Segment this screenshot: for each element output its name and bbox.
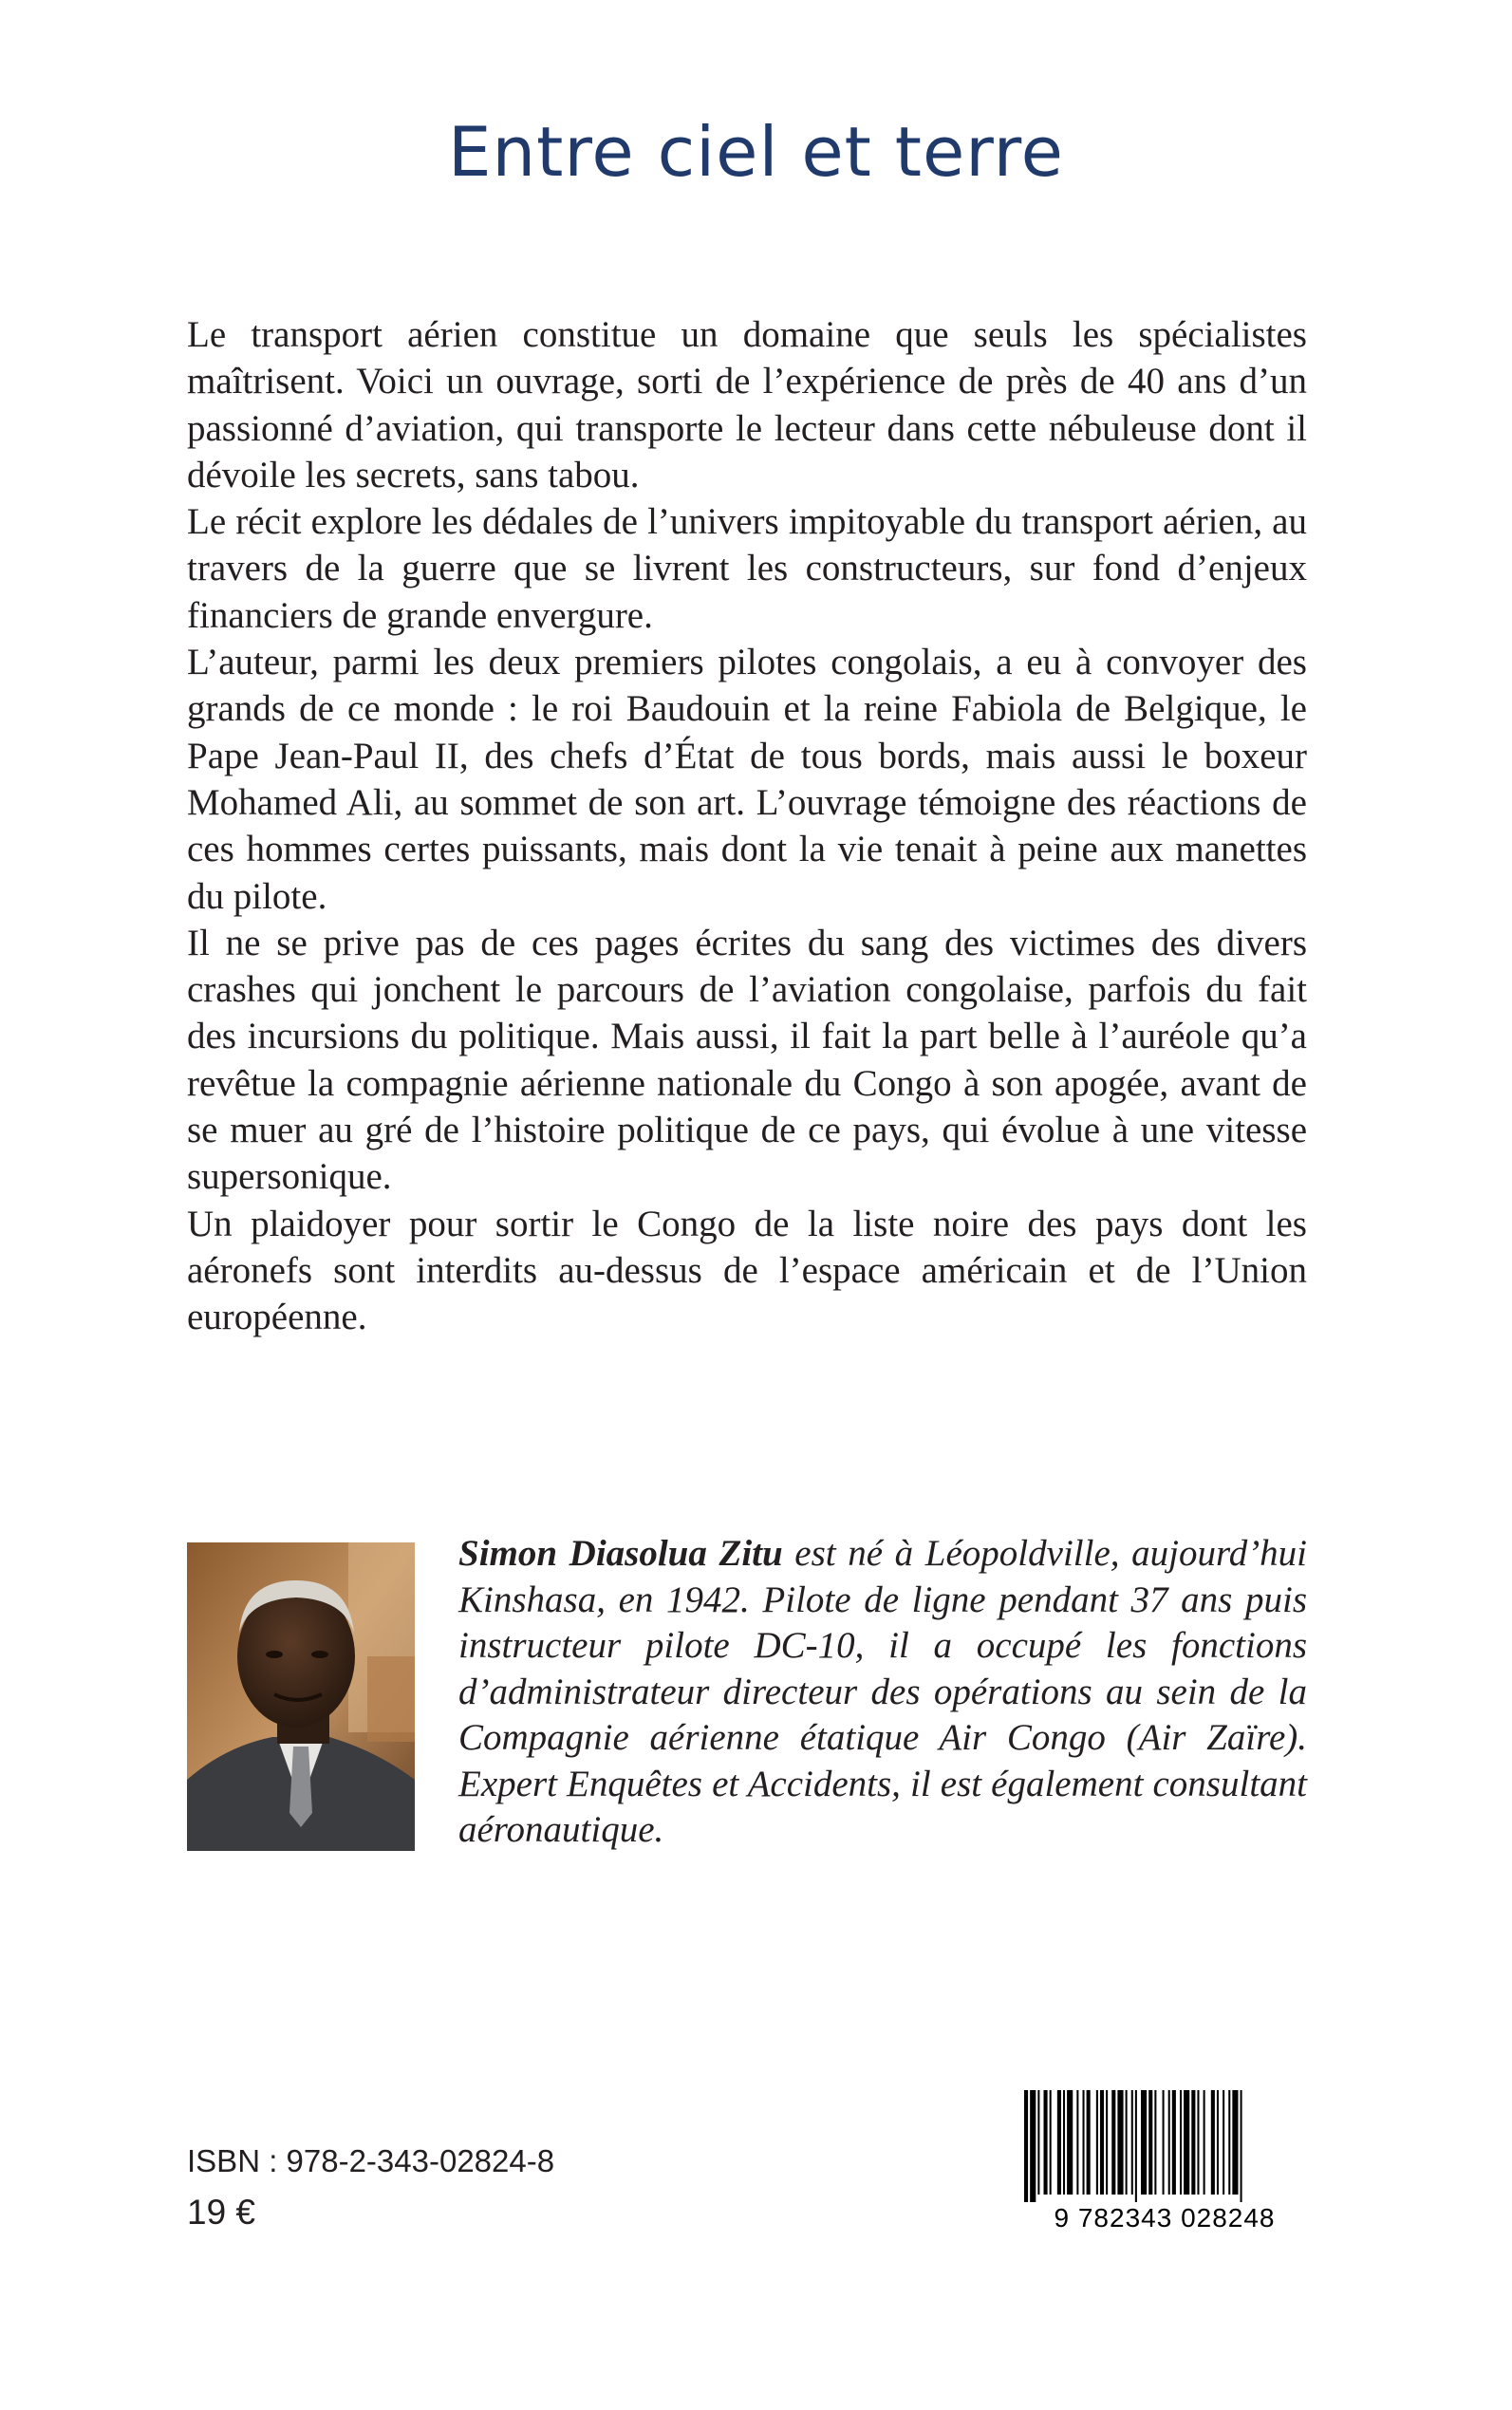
barcode-bar (1232, 2090, 1238, 2195)
barcode-bar (1163, 2090, 1165, 2195)
barcode-bar (1168, 2090, 1170, 2195)
barcode-bar (1141, 2090, 1147, 2195)
barcode-bar (1154, 2090, 1156, 2195)
barcode-bar (1217, 2090, 1219, 2195)
barcode-bar (1024, 2090, 1028, 2202)
barcode-bar (1241, 2090, 1242, 2202)
back-cover-blurb (187, 311, 1307, 1341)
barcode (1020, 2090, 1310, 2233)
barcode-bar (1228, 2090, 1230, 2195)
barcode-bar (1100, 2090, 1104, 2195)
barcode-bar (1204, 2090, 1205, 2195)
price: 19 € (187, 2193, 256, 2232)
author-bio (458, 1531, 1307, 1854)
barcode-number: 9 782343 028248 (1054, 2203, 1276, 2233)
barcode-bar (1050, 2090, 1052, 2195)
blurb-paragraph: Il ne se prive pas de ces pages écrites du sang des victimes des divers crashes qui jonchent le parcours de l’aviation congolaise, parfois du fait des incursions du politique. Mais aussi, il fait la part belle à l’auréole qu’a revêtue la compagnie aérienne nationale du Congo à son apogée, avant de se muer au gré de l’histoire politique de ce pays, qui évolue à une vitesse supersonique. (187, 922, 1307, 1198)
barcode-bar (1126, 2090, 1128, 2195)
barcode-bar (1180, 2090, 1182, 2195)
barcode-bar (1106, 2090, 1108, 2195)
barcode-bar (1131, 2090, 1133, 2195)
barcode-bar (1135, 2090, 1137, 2202)
barcode-bar (1076, 2090, 1078, 2195)
book-title: Entre ciel et terre (448, 112, 1064, 192)
barcode-bar (1148, 2090, 1152, 2195)
barcode-bars (1024, 2090, 1242, 2202)
barcode-bar (1057, 2090, 1061, 2195)
barcode-bar (1044, 2090, 1048, 2195)
barcode-bar (1087, 2090, 1091, 2195)
blurb-paragraph: Un plaidoyer pour sortir le Congo de la liste noire des pays dont les aéronefs sont interdits au-dessus de l’espace américain et de l’Union européenne. (187, 1203, 1307, 1338)
blurb-paragraph: Le transport aérien constitue un domaine que seuls les spécialistes maîtrisent. Voici un ouvrage, sorti de l’expérience de près de 40 ans d’un passionné d’aviation, qui transporte le lecteur dans cette nébuleuse dont il dévoile les secrets, sans tabou. (187, 314, 1307, 495)
barcode-bar (1211, 2090, 1215, 2195)
author-name: Simon Diasolua Zitu (458, 1533, 783, 1574)
isbn: ISBN : 978-2-343-02824-8 (187, 2143, 555, 2178)
barcode-bar (1184, 2090, 1189, 2195)
barcode-bar (1191, 2090, 1195, 2195)
barcode-bar (1117, 2090, 1123, 2195)
barcode-bar (1067, 2090, 1073, 2195)
barcode-bar (1030, 2090, 1036, 2202)
barcode-bar (1096, 2090, 1098, 2195)
barcode-bar (1037, 2090, 1039, 2195)
barcode-bar (1197, 2090, 1199, 2195)
barcode-bar (1063, 2090, 1065, 2195)
barcode-bar (1111, 2090, 1115, 2195)
author-photo (187, 1542, 415, 1851)
barcode-bar (1172, 2090, 1176, 2195)
author-bio-text: est né à Léopoldville, aujourd’hui Kinshasa, en 1942. Pilote de ligne pendant 37 ans puis instructeur pilote DC-10, il a occupé les fonctions d’administrateur directeur des opérations au sein de la Compagnie aérienne étatique Air Congo (Air Zaïre). Expert Enquêtes et Accidents, il est également consultant aéronautique. (458, 1533, 1308, 1850)
blurb-paragraph: Le récit explore les dédales de l’univers impitoyable du transport aérien, au travers de la guerre que se livrent les constructeurs, sur fond d’enjeux financiers de grande envergure. (187, 501, 1307, 636)
blurb-paragraph: L’auteur, parmi les deux premiers pilotes congolais, a eu à convoyer des grands de ce monde : le roi Baudouin et la reine Fabiola de Belgique, le Pape Jean-Paul II, des chefs d’État de tous bords, mais aussi le boxeur Mohamed Ali, au sommet de son art. L’ouvrage témoigne des réactions de ces hommes certes puissants, mais dont la vie tenait à peine aux manettes du pilote. (187, 642, 1307, 917)
barcode-bar (1083, 2090, 1085, 2195)
barcode-bar (1223, 2090, 1224, 2195)
